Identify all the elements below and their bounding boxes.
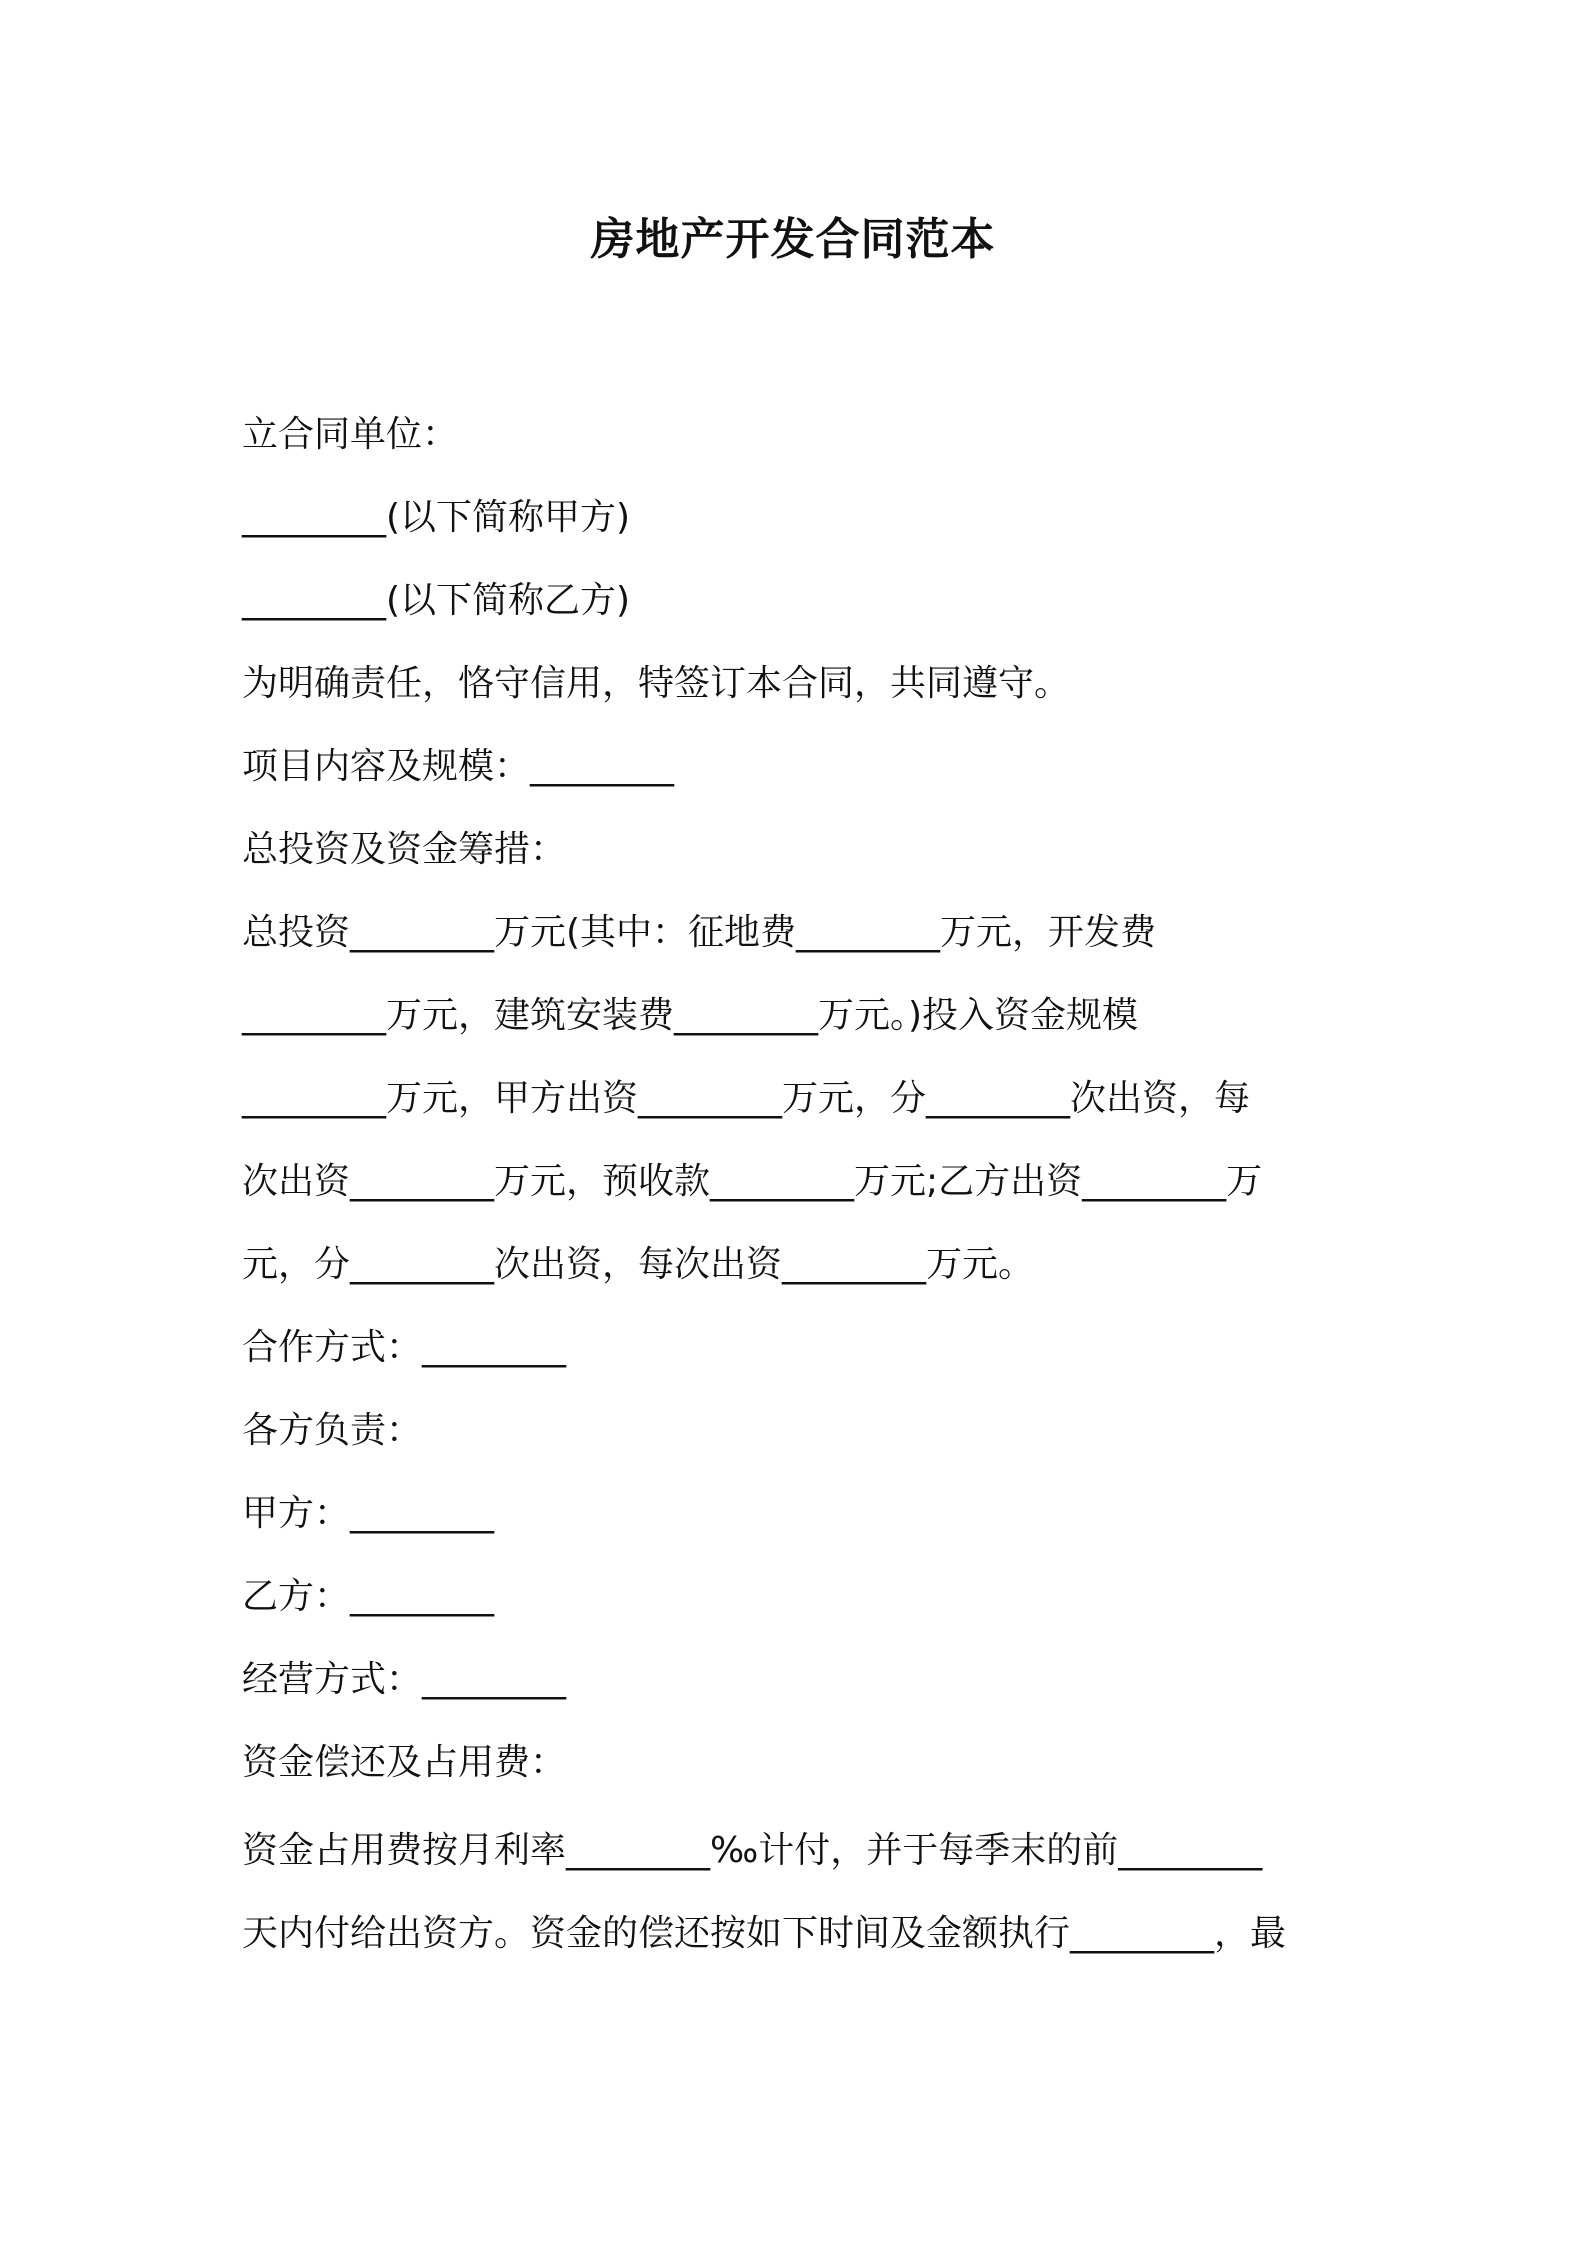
party-b-line: ________(以下简称乙方)	[242, 580, 631, 621]
party-a-line: ________(以下简称甲方)	[242, 497, 631, 538]
repayment-heading: 资金偿还及占用费：	[242, 1742, 567, 1783]
investment-line-1: 总投资________万元(其中：征地费________万元，开发费	[242, 912, 1157, 953]
investment-line-2: ________万元，建筑安装费________万元。)投入资金规模	[242, 995, 1139, 1036]
operation-line: 经营方式：________	[242, 1659, 567, 1700]
responsibilities-heading: 各方负责：	[242, 1410, 423, 1451]
investment-line-5: 元，分________次出资，每次出资________万元。	[242, 1244, 1035, 1285]
contract-parties-heading: 立合同单位：	[242, 414, 459, 455]
project-content-line: 项目内容及规模：________	[242, 746, 675, 787]
party-b-responsibility: 乙方：________	[242, 1576, 495, 1617]
cooperation-line: 合作方式：________	[242, 1327, 567, 1368]
investment-heading: 总投资及资金筹措：	[242, 829, 567, 870]
party-a-responsibility: 甲方：________	[242, 1493, 495, 1534]
repayment-line-1: 资金占用费按月利率________‰计付，并于每季末的前________	[242, 1830, 1263, 1871]
investment-line-4: 次出资________万元，预收款________万元;乙方出资________万	[242, 1161, 1263, 1202]
repayment-line-2: 天内付给出资方。资金的偿还按如下时间及金额执行________，最	[242, 1913, 1287, 1954]
document-title: 房地产开发合同范本	[590, 214, 996, 265]
purpose-line: 为明确责任，恪守信用，特签订本合同，共同遵守。	[242, 663, 1071, 704]
investment-line-3: ________万元，甲方出资________万元，分________次出资，每	[242, 1078, 1251, 1119]
